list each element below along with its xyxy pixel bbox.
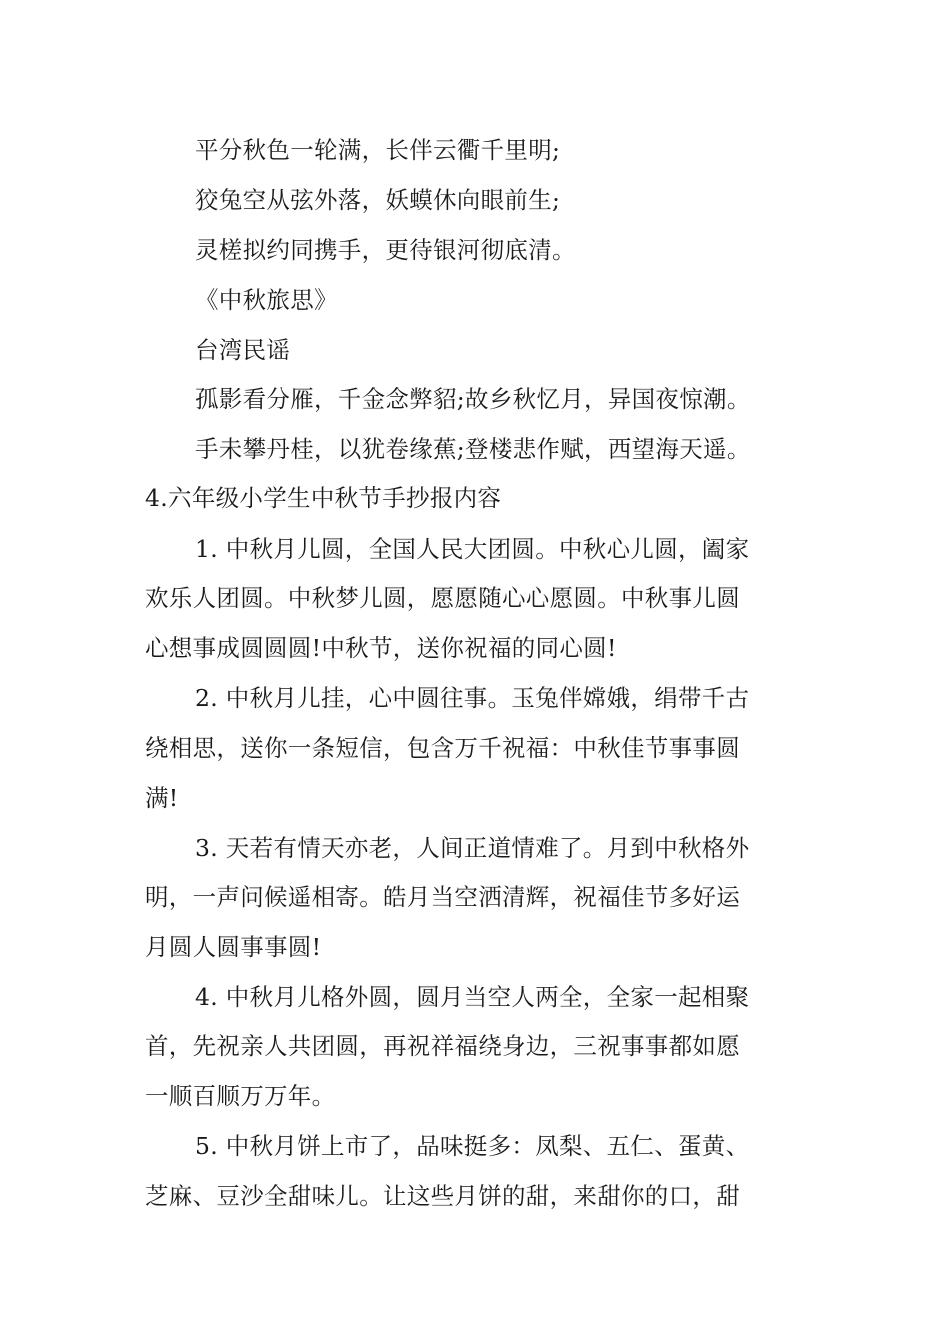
item-4-line-3: 一顺百顺万万年。 — [145, 1082, 336, 1110]
section-heading: 4.六年级小学生中秋节手抄报内容 — [145, 484, 502, 512]
item-1-line-3: 心想事成圆圆圆!中秋节，送你祝福的同心圆! — [145, 634, 617, 662]
item-2-line-1: 2. 中秋月儿挂，心中圆往事。玉兔伴嫦娥，绢带千古 — [195, 684, 750, 712]
item-2-line-2: 绕相思，送你一条短信，包含万千祝福：中秋佳节事事圆 — [145, 734, 740, 762]
item-1-line-2: 欢乐人团圆。中秋梦儿圆，愿愿随心心愿圆。中秋事儿圆 — [145, 584, 740, 612]
item-4-line-1: 4. 中秋月儿格外圆，圆月当空人两全，全家一起相聚 — [195, 983, 750, 1011]
poem-line-1: 平分秋色一轮满，长伴云衢千里明; — [195, 136, 561, 164]
item-2-line-3: 满! — [145, 784, 179, 812]
item-5-line-2: 芝麻、豆沙全甜味儿。让这些月饼的甜，来甜你的口，甜 — [145, 1182, 740, 1210]
item-3-line-3: 月圆人圆事事圆! — [145, 933, 322, 961]
item-4-line-2: 首，先祝亲人共团圆，再祝祥福绕身边，三祝事事都如愿 — [145, 1032, 740, 1060]
item-5-line-1: 5. 中秋月饼上市了，品味挺多：凤梨、五仁、蛋黄、 — [195, 1132, 750, 1160]
poem-line-3: 灵槎拟约同携手，更待银河彻底清。 — [195, 236, 576, 264]
item-1-line-1: 1. 中秋月儿圆，全国人民大团圆。中秋心儿圆，阖家 — [195, 535, 750, 563]
poem2-line-1: 孤影看分雁，千金念弊貂;故乡秋忆月，异国夜惊潮。 — [195, 385, 751, 413]
item-3-line-1: 3. 天若有情天亦老，人间正道情难了。月到中秋格外 — [195, 834, 750, 862]
poem2-line-2: 手未攀丹桂，以犹卷缘蕉;登楼悲作赋，西望海天遥。 — [195, 435, 751, 463]
poem-author: 台湾民谣 — [195, 336, 291, 364]
poem-title: 《中秋旅思》 — [195, 286, 338, 314]
poem-line-2: 狡兔空从弦外落，妖蟆休向眼前生; — [195, 186, 561, 214]
item-3-line-2: 明，一声问候遥相寄。皓月当空洒清辉，祝福佳节多好运 — [145, 883, 740, 911]
